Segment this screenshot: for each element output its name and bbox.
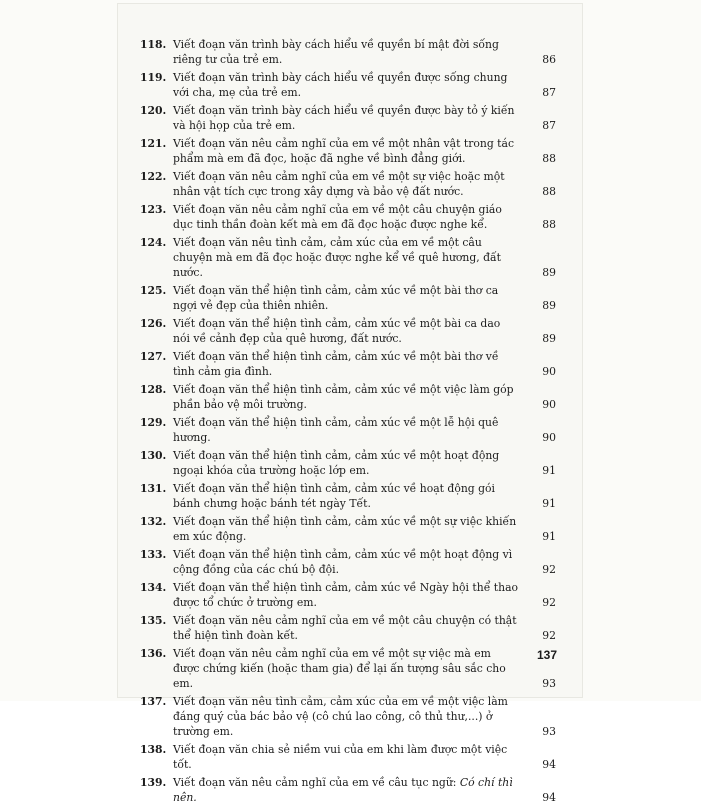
toc-entry-number: 128. — [140, 383, 167, 396]
toc-entry — [140, 547, 560, 577]
toc-entry-text: Viết đoạn văn nêu cảm nghĩ của em về một câu chuyện giáo dục tinh thần đoàn kết mà em đã đọc hoặc được nghe kể. — [173, 203, 502, 231]
toc-entry — [140, 169, 560, 199]
toc-entry-text: Viết đoạn văn thể hiện tình cảm, cảm xúc về một bài thơ về tình cảm gia đình. — [173, 350, 499, 378]
toc-entry-number: 126. — [140, 317, 167, 330]
toc-entry-page: 93 — [542, 725, 556, 738]
toc-entry-text: Viết đoạn văn nêu cảm nghĩ của em về câu tục ngữ: — [173, 776, 457, 789]
toc-entry-title — [140, 202, 560, 232]
toc-entry-page: 90 — [542, 398, 556, 411]
toc-entry-number: 119. — [140, 71, 167, 84]
toc-entry-page: 90 — [542, 431, 556, 444]
toc-entry-page: 92 — [542, 563, 556, 576]
toc-entry-number: 133. — [140, 548, 167, 561]
toc-entry-title — [140, 514, 560, 544]
toc-entry — [140, 415, 560, 445]
toc-entry-page: 87 — [542, 119, 556, 132]
toc-entry — [140, 202, 560, 232]
toc-entry-title — [140, 37, 560, 67]
toc-entry — [140, 481, 560, 511]
toc-entry-page: 88 — [542, 152, 556, 165]
toc-entry-title — [140, 283, 560, 313]
toc-entry-text: Viết đoạn văn nêu cảm nghĩ của em về một câu chuyện có thật thể hiện tình đoàn kết. — [173, 614, 517, 642]
toc-entry-number: 139. — [140, 776, 167, 789]
toc-entry-number: 130. — [140, 449, 167, 462]
toc-entry-number: 132. — [140, 515, 167, 528]
toc-entry-page: 86 — [542, 53, 556, 66]
toc-entry-text: Viết đoạn văn nêu cảm nghĩ của em về một sự việc mà em được chứng kiến (hoặc tham gia) để lại ấn tượng sâu sắc cho em. — [173, 647, 506, 690]
toc-entry-page: 91 — [542, 497, 556, 510]
toc-entry-title — [140, 613, 560, 643]
toc-entry — [140, 775, 560, 805]
toc-entry-text: Viết đoạn văn nêu cảm nghĩ của em về một nhân vật trong tác phẩm mà em đã đọc, hoặc đã nghe về bình đẳng giới. — [173, 137, 514, 165]
toc-entry-title — [140, 169, 560, 199]
toc-entry-number: 123. — [140, 203, 167, 216]
toc-entry-number: 138. — [140, 743, 167, 756]
toc-entry-page: 89 — [542, 332, 556, 345]
toc-entry-title — [140, 775, 560, 805]
toc-entry-number: 136. — [140, 647, 167, 660]
toc-entry-number: 134. — [140, 581, 167, 594]
toc-entry-text: Viết đoạn văn trình bày cách hiểu về quyền bí mật đời sống riêng tư của trẻ em. — [173, 38, 499, 66]
toc-entry — [140, 283, 560, 313]
toc-entry-page: 88 — [542, 185, 556, 198]
toc-entry-title — [140, 103, 560, 133]
toc-entry-title — [140, 235, 560, 280]
toc-entry — [140, 742, 560, 772]
toc-entry — [140, 514, 560, 544]
toc-entry-text: Viết đoạn văn trình bày cách hiểu về quyền được bày tỏ ý kiến và hội họp của trẻ em. — [173, 104, 515, 132]
toc-entry-number: 125. — [140, 284, 167, 297]
page-number: 137 — [537, 648, 558, 662]
toc-entry-text: Viết đoạn văn chia sẻ niềm vui của em khi làm được một việc tốt. — [173, 743, 508, 771]
toc-entry — [140, 580, 560, 610]
toc-entry-number: 122. — [140, 170, 167, 183]
toc-entry — [140, 136, 560, 166]
toc-entry-text: Viết đoạn văn thể hiện tình cảm, cảm xúc về một hoạt động vì cộng đồng của các chú bộ đội. — [173, 548, 513, 576]
toc-entry — [140, 70, 560, 100]
toc-entry-text: Viết đoạn văn thể hiện tình cảm, cảm xúc về một hoạt động ngoại khóa của trường hoặc lớp em. — [173, 449, 500, 477]
toc-entry-number: 129. — [140, 416, 167, 429]
toc-entry-text: Viết đoạn văn thể hiện tình cảm, cảm xúc về một bài thơ ca ngợi vẻ đẹp của thiên nhiên. — [173, 284, 499, 312]
toc-entry-text: Viết đoạn văn thể hiện tình cảm, cảm xúc về một việc làm góp phần bảo vệ môi trường. — [173, 383, 514, 411]
toc-entry-page: 94 — [542, 791, 556, 804]
toc-entry — [140, 646, 560, 691]
toc-entry-title — [140, 316, 560, 346]
toc-entry — [140, 382, 560, 412]
toc-entry — [140, 448, 560, 478]
toc-entry — [140, 37, 560, 67]
toc-entry — [140, 235, 560, 280]
toc-entry-text: Viết đoạn văn thể hiện tình cảm, cảm xúc về hoạt động gói bánh chưng hoặc bánh tét ngày Tết. — [173, 482, 495, 510]
toc-entry-number: 137. — [140, 695, 167, 708]
toc-entry-number: 121. — [140, 137, 167, 150]
toc-entry-page: 89 — [542, 299, 556, 312]
toc-entry — [140, 349, 560, 379]
toc-entry-page: 92 — [542, 596, 556, 609]
toc-entry-text: Viết đoạn văn thể hiện tình cảm, cảm xúc về một sự việc khiến em xúc động. — [173, 515, 517, 543]
toc-entry — [140, 316, 560, 346]
toc-entry-page: 91 — [542, 464, 556, 477]
toc-entry-text: Viết đoạn văn trình bày cách hiểu về quyền được sống chung với cha, mẹ của trẻ em. — [173, 71, 508, 99]
toc-entry-italic-text: Có chí thì nên. — [173, 776, 513, 804]
toc-entry-page: 87 — [542, 86, 556, 99]
toc-entry-page: 91 — [542, 530, 556, 543]
toc-entry-number: 135. — [140, 614, 167, 627]
toc-entry-page: 93 — [542, 677, 556, 690]
toc-entry-number: 131. — [140, 482, 167, 495]
toc-entry-page: 89 — [542, 266, 556, 279]
toc-entry-page: 88 — [542, 218, 556, 231]
toc-entry-title — [140, 136, 560, 166]
toc-entry-text: Viết đoạn văn nêu tình cảm, cảm xúc của em về một việc làm đáng quý của bác bảo vệ (cô chú lao công, cô thủ thư,...) ở trường em. — [173, 695, 508, 738]
toc-entry-title — [140, 415, 560, 445]
toc-entry-number: 120. — [140, 104, 167, 117]
toc-entry-title — [140, 646, 560, 691]
toc-entry-title — [140, 70, 560, 100]
toc-entry-title — [140, 481, 560, 511]
toc-entry-title — [140, 580, 560, 610]
toc-entry-text: Viết đoạn văn thể hiện tình cảm, cảm xúc về Ngày hội thể thao được tổ chức ở trường em. — [173, 581, 519, 609]
toc-entry-number: 127. — [140, 350, 167, 363]
toc-entry-title — [140, 349, 560, 379]
toc-entry-number: 124. — [140, 236, 167, 249]
toc-entry-title — [140, 448, 560, 478]
toc-entry-title — [140, 742, 560, 772]
toc-entry-number: 118. — [140, 38, 167, 51]
toc-entry-text: Viết đoạn văn thể hiện tình cảm, cảm xúc về một bài ca dao nói về cảnh đẹp của quê hương, đất nước. — [173, 317, 501, 345]
toc-entry-text: Viết đoạn văn nêu tình cảm, cảm xúc của em về một câu chuyện mà em đã đọc hoặc được nghe kể về quê hương, đất nước. — [173, 236, 502, 279]
toc-entry-title — [140, 547, 560, 577]
toc-entry — [140, 103, 560, 133]
toc-entry-page: 90 — [542, 365, 556, 378]
toc-entry-page: 94 — [542, 758, 556, 771]
toc-entry-text: Viết đoạn văn thể hiện tình cảm, cảm xúc về một lễ hội quê hương. — [173, 416, 499, 444]
table-of-contents — [140, 37, 560, 808]
toc-entry-text: Viết đoạn văn nêu cảm nghĩ của em về một sự việc hoặc một nhân vật tích cực trong xây dựng và bảo vệ đất nước. — [173, 170, 505, 198]
toc-entry-page: 92 — [542, 629, 556, 642]
toc-entry — [140, 613, 560, 643]
toc-entry-title — [140, 382, 560, 412]
